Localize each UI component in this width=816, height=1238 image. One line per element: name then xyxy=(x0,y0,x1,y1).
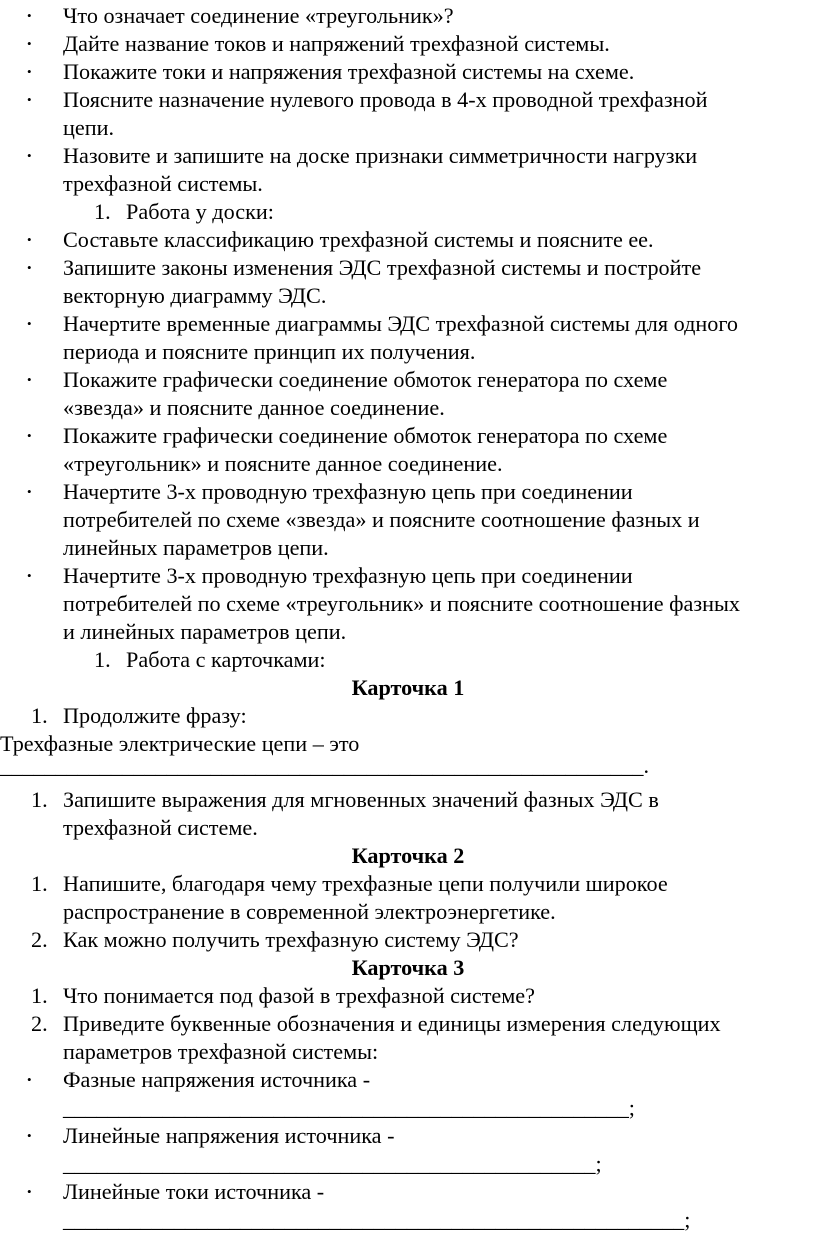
card-3-item-2: Приведите буквенные обозначения и единицы измерения следующих xyxy=(63,1011,721,1036)
card-2-item-2: Как можно получить трехфазную систему ЭДС? xyxy=(63,927,519,952)
list-item-continuation: линейных параметров цепи. xyxy=(63,535,329,560)
card-1-item-1: Продолжите фразу: xyxy=(63,703,247,728)
bullet: • xyxy=(27,372,32,387)
list-item: Запишите законы изменения ЭДС трехфазной системы и постройте xyxy=(63,255,702,280)
param-label-line-voltage: Линейные напряжения источника - xyxy=(63,1123,395,1148)
list-item: Начертите временные диаграммы ЭДС трехфазной системы для одного xyxy=(63,311,738,336)
list-item: Дайте название токов и напряжений трехфазной системы. xyxy=(63,31,610,56)
list-number: 1. xyxy=(31,787,48,812)
card-1-phrase: Трехфазные электрические цепи – это xyxy=(0,731,360,756)
list-item-continuation: «звезда» и поясните данное соединение. xyxy=(63,395,445,420)
card-1-title: Карточка 1 xyxy=(351,675,465,700)
bullet: • xyxy=(27,1184,32,1199)
list-item: Назовите и запишите на доске признаки симметричности нагрузки xyxy=(63,143,698,168)
bullet: • xyxy=(27,64,32,79)
list-item-continuation: цепи. xyxy=(63,115,115,140)
card-2-item-1-continuation: распространение в современной электроэнергетике. xyxy=(63,899,556,924)
bullet: • xyxy=(27,8,32,23)
bullet: • xyxy=(27,316,32,331)
list-item: Покажите графически соединение обмоток генератора по схеме xyxy=(63,367,668,392)
list-item: Что означает соединение «треугольник»? xyxy=(63,3,454,28)
list-item: Начертите 3-х проводную трехфазную цепь при соединении xyxy=(63,563,633,588)
bullet: • xyxy=(27,260,32,275)
bullet: • xyxy=(27,148,32,163)
card-3-item-1: Что понимается под фазой в трехфазной системе? xyxy=(63,983,535,1008)
param-answer-blank: ___________________________________________________; xyxy=(63,1095,635,1120)
section-number: 1. xyxy=(94,647,111,672)
list-item: Покажите токи и напряжения трехфазной системы на схеме. xyxy=(63,59,635,84)
list-item-continuation: и линейных параметров цепи. xyxy=(63,619,347,644)
bullet: • xyxy=(27,1072,32,1087)
card-3-item-2-continuation: параметров трехфазной системы: xyxy=(63,1039,379,1064)
section-heading-cards: Работа с карточками: xyxy=(126,647,326,672)
card-3-title: Карточка 3 xyxy=(351,955,465,980)
list-number: 2. xyxy=(31,1011,48,1036)
list-item: Поясните назначение нулевого провода в 4-х проводной трехфазной xyxy=(63,87,708,112)
bullet: • xyxy=(27,428,32,443)
bullet: • xyxy=(27,484,32,499)
bullet: • xyxy=(27,92,32,107)
list-item-continuation: периода и поясните принцип их получения. xyxy=(63,339,476,364)
card-1-item-2-continuation: трехфазной системе. xyxy=(63,815,258,840)
section-number: 1. xyxy=(94,199,111,224)
card-1-item-2: Запишите выражения для мгновенных значений фазных ЭДС в xyxy=(63,787,659,812)
list-item: Покажите графически соединение обмоток генератора по схеме xyxy=(63,423,668,448)
card-2-item-1: Напишите, благодаря чему трехфазные цепи получили широкое xyxy=(63,871,668,896)
list-item-continuation: потребителей по схеме «звезда» и поясните соотношение фазных и xyxy=(63,507,700,532)
list-item-continuation: «треугольник» и поясните данное соединение. xyxy=(63,451,503,476)
param-answer-blank: ________________________________________________________; xyxy=(63,1207,691,1232)
list-number: 1. xyxy=(31,983,48,1008)
card-1-answer-blank: __________________________________________________________. xyxy=(0,753,649,778)
list-number: 2. xyxy=(31,927,48,952)
list-item-continuation: трехфазной системы. xyxy=(63,171,263,196)
param-label-line-current: Линейные токи источника - xyxy=(63,1179,325,1204)
bullet: • xyxy=(27,36,32,51)
list-item-continuation: векторную диаграмму ЭДС. xyxy=(63,283,327,308)
list-number: 1. xyxy=(31,703,48,728)
bullet: • xyxy=(27,568,32,583)
list-item: Начертите 3-х проводную трехфазную цепь при соединении xyxy=(63,479,633,504)
card-2-title: Карточка 2 xyxy=(351,843,465,868)
bullet: • xyxy=(27,1128,32,1143)
list-item-continuation: потребителей по схеме «треугольник» и поясните соотношение фазных xyxy=(63,591,740,616)
section-heading-board: Работа у доски: xyxy=(126,199,274,224)
list-number: 1. xyxy=(31,871,48,896)
param-answer-blank: ________________________________________________; xyxy=(63,1151,602,1176)
list-item: Составьте классификацию трехфазной системы и поясните ее. xyxy=(63,227,654,252)
bullet: • xyxy=(27,232,32,247)
param-label-phase-voltage: Фазные напряжения источника - xyxy=(63,1067,371,1092)
